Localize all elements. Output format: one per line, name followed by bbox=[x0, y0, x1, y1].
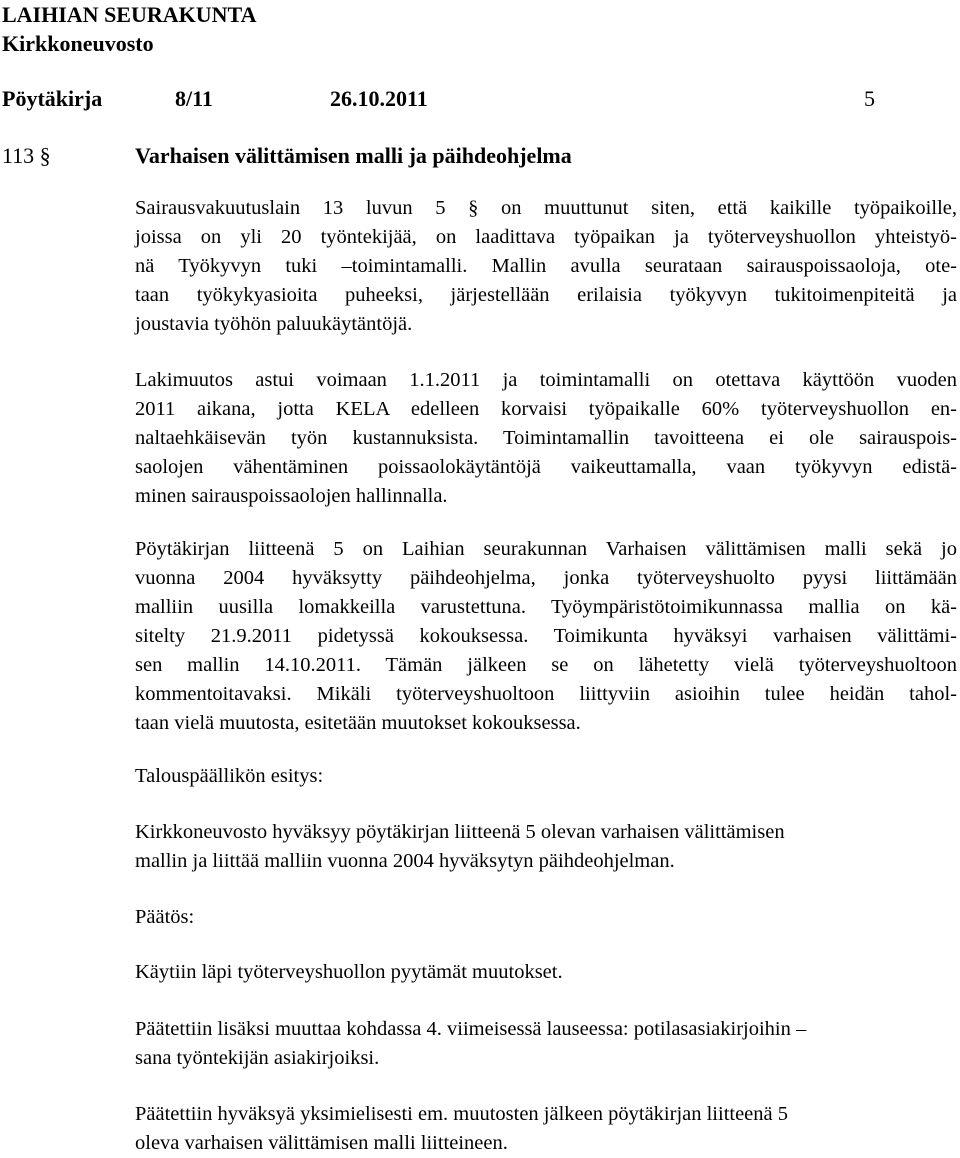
page-number: 5 bbox=[864, 86, 875, 111]
paragraph-line: kommentoitavaksi. Mikäli työterveyshuoltoon liittyviin asioihin tulee heidän tahol- bbox=[135, 683, 957, 705]
paragraph-line: joissa on yli 20 työntekijää, on laadittava työpaikan ja työterveyshuollon yhteistyö- bbox=[135, 226, 957, 248]
section-number: 113 § bbox=[2, 143, 51, 168]
organization-name: LAIHIAN SEURAKUNTA bbox=[2, 2, 257, 27]
body-name: Kirkkoneuvosto bbox=[2, 31, 154, 56]
paragraph-line: sitelty 21.9.2011 pidetyssä kokouksessa. Toimikunta hyväksyi varhaisen välittämi- bbox=[135, 625, 957, 647]
paragraph-1 bbox=[135, 194, 957, 339]
paragraph-line: Käytiin läpi työterveyshuollon pyytämät muutokset. bbox=[135, 961, 563, 983]
paragraph-line: 2011 aikana, jotta KELA edelleen korvaisi työpaikalle 60% työterveyshuollon en- bbox=[135, 398, 957, 420]
paragraph-line: naltaehkäisevän työn kustannuksista. Toimintamallin tavoitteena ei ole sairauspois- bbox=[135, 427, 957, 449]
paragraph-line: Pöytäkirjan liitteenä 5 on Laihian seurakunnan Varhaisen välittämisen malli sekä jo bbox=[135, 538, 957, 560]
paragraph-line: sana työntekijän asiakirjoiksi. bbox=[135, 1047, 380, 1069]
paragraph-line: oleva varhaisen välittämisen malli liitteineen. bbox=[135, 1132, 508, 1154]
proposal-text bbox=[135, 818, 957, 876]
paragraph-line: malliin uusilla lomakkeilla varustettuna. Työympäristötoimikunnassa mallia on kä- bbox=[135, 596, 957, 618]
decision-label: Päätös: bbox=[135, 906, 195, 928]
document-type: Pöytäkirja bbox=[2, 86, 103, 111]
paragraph-line: taan vielä muutosta, esitetään muutokset kokouksessa. bbox=[135, 712, 581, 734]
paragraph-2 bbox=[135, 366, 957, 511]
paragraph-line: Päätettiin hyväksyä yksimielisesti em. muutosten jälkeen pöytäkirjan liitteenä 5 bbox=[135, 1103, 789, 1125]
paragraph-line: saolojen vähentäminen poissaolokäytäntöjä vaikeuttamalla, vaan työkyvyn edistä- bbox=[135, 456, 957, 478]
paragraph-3 bbox=[135, 535, 957, 738]
paragraph-line: mallin ja liittää malliin vuonna 2004 hyväksytyn päihdeohjelman. bbox=[135, 850, 675, 872]
paragraph-line: Kirkkoneuvosto hyväksyy pöytäkirjan liitteenä 5 olevan varhaisen välittämisen bbox=[135, 821, 785, 843]
paragraph-line: joustavia työhön paluukäytäntöjä. bbox=[135, 313, 413, 335]
paragraph-line: vuonna 2004 hyväksytty päihdeohjelma, jonka työterveyshuolto pyysi liittämään bbox=[135, 567, 957, 589]
proposal-label: Talouspäällikön esitys: bbox=[135, 765, 324, 787]
paragraph-line: sen mallin 14.10.2011. Tämän jälkeen se on lähetetty vielä työterveyshuoltoon bbox=[135, 654, 957, 676]
paragraph-line: taan työkykyasioita puheeksi, järjestellään erilaisia työkyvyn tukitoimenpiteitä ja bbox=[135, 284, 957, 306]
section-title: Varhaisen välittämisen malli ja päihdeohjelma bbox=[135, 143, 572, 168]
paragraph-line: Sairausvakuutuslain 13 luvun 5 § on muuttunut siten, että kaikille työpaikoille, bbox=[135, 197, 957, 219]
paragraph-line: minen sairauspoissaolojen hallinnalla. bbox=[135, 485, 448, 507]
paragraph-line: Lakimuutos astui voimaan 1.1.2011 ja toimintamalli on otettava käyttöön vuoden bbox=[135, 369, 957, 391]
paragraph-line: nä Työkyvyn tuki –toimintamalli. Mallin avulla seurataan sairauspoissaoloja, ote- bbox=[135, 255, 957, 277]
paragraph-line: Päätettiin lisäksi muuttaa kohdassa 4. viimeisessä lauseessa: potilasasiakirjoihin – bbox=[135, 1018, 807, 1040]
decision-item-1 bbox=[135, 958, 957, 987]
document-number: 8/11 bbox=[175, 86, 213, 111]
decision-item-3 bbox=[135, 1100, 957, 1158]
meeting-date: 26.10.2011 bbox=[330, 86, 428, 111]
decision-item-2 bbox=[135, 1015, 957, 1073]
